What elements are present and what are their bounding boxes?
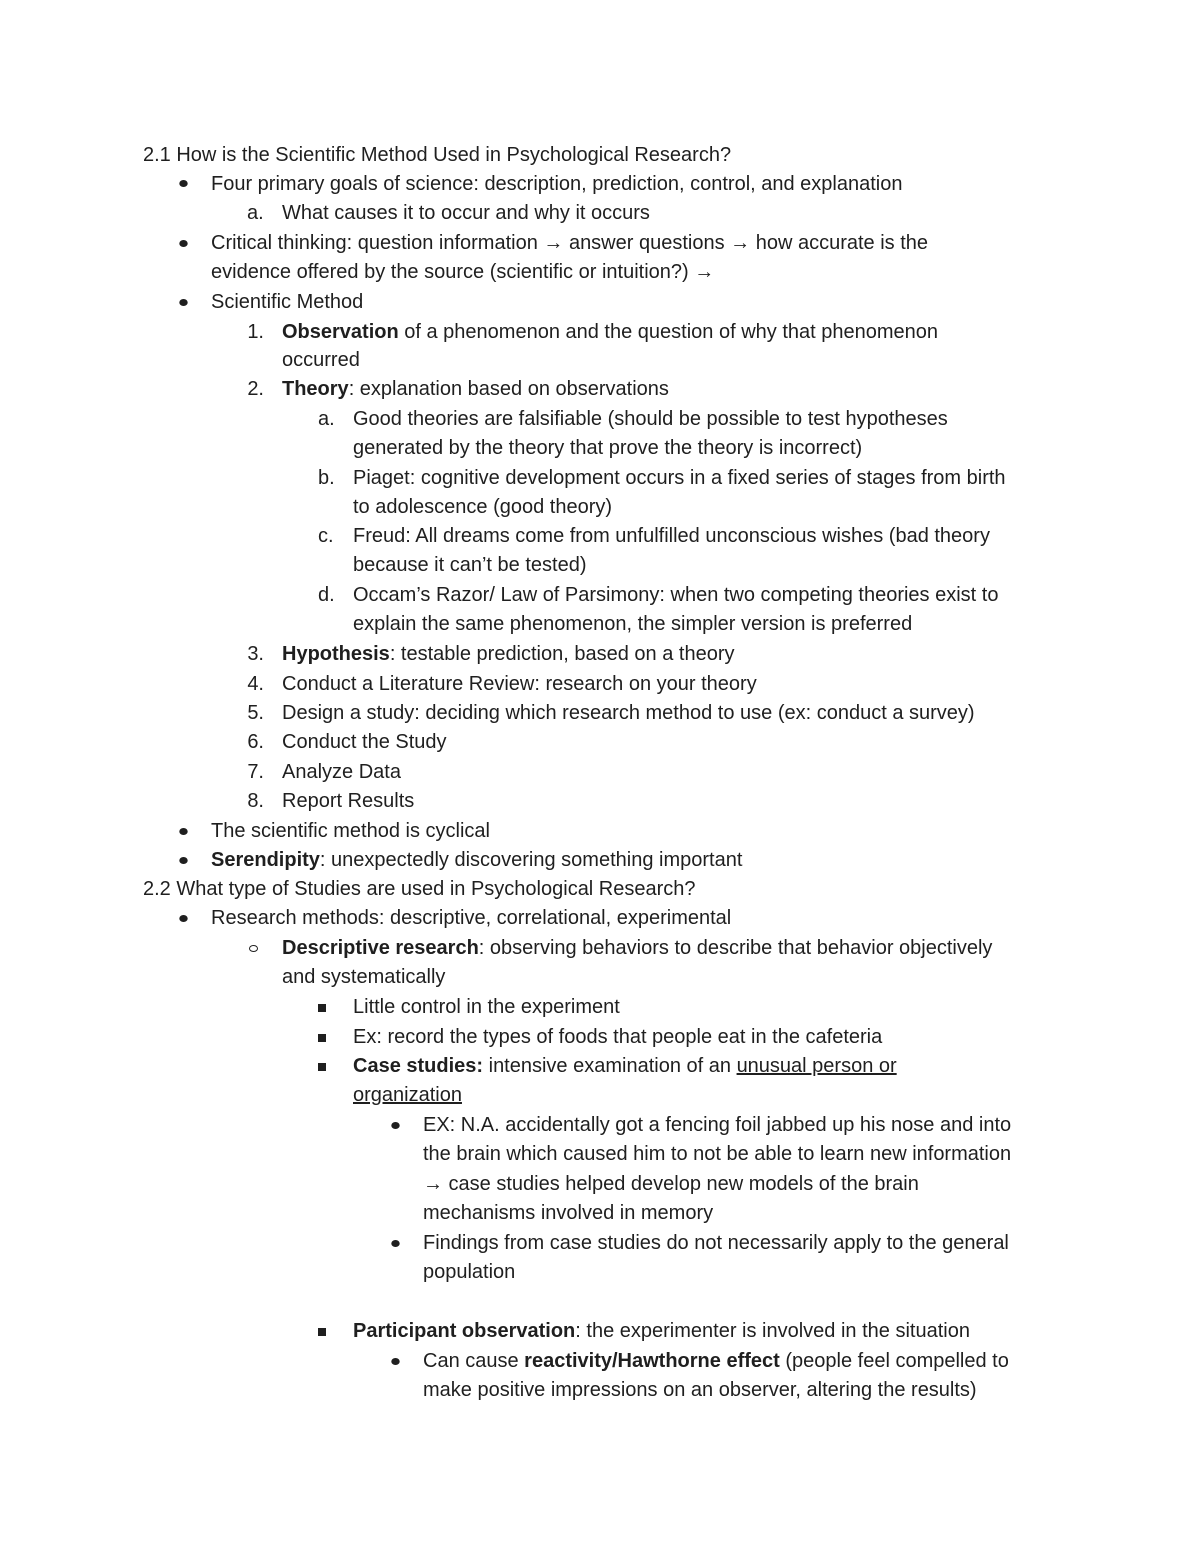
scientific-method-bullet: Scientific Method (211, 291, 364, 313)
theory-sub-d-line-1: Occam’s Razor/ Law of Parsimony: when two competing theories exist to (353, 584, 999, 606)
term-bold: Hypothesis (282, 643, 390, 665)
na-example-line-4: mechanisms involved in memory (423, 1202, 714, 1224)
underlined-text: organization (353, 1084, 462, 1106)
text-run: (people feel compelled to (779, 1350, 1009, 1372)
theory-sub-c-line-2: because it can’t be tested) (353, 554, 587, 576)
step-analyze-data: Analyze Data (282, 761, 401, 783)
step-theory (282, 375, 669, 404)
underlined-text: unusual person or (736, 1055, 897, 1077)
na-example-line-3: → case studies helped develop new models of the brain (423, 1173, 919, 1195)
participant-observation-item (353, 1317, 970, 1346)
bullet-icon (179, 180, 187, 187)
goals-bullet: Four primary goals of science: description, prediction, control, and explanation (211, 173, 903, 195)
list-marker: c. (318, 525, 334, 547)
findings-line-1: Findings from case studies do not necessarily apply to the general (423, 1232, 1009, 1254)
na-example-line-1: EX: N.A. accidentally got a fencing foil jabbed up his nose and into (423, 1114, 1012, 1136)
bullet-icon (179, 240, 187, 247)
critical-thinking-line-1: Critical thinking: question information → answer questions → how accurate is the (211, 232, 929, 254)
findings-line-2: population (423, 1261, 516, 1283)
square-bullet-icon (318, 1004, 326, 1012)
hollow-bullet-icon (249, 945, 258, 952)
list-marker: a. (247, 202, 264, 224)
serendipity-bullet (211, 846, 742, 875)
definition-text: : the experimenter is involved in the situation (575, 1320, 970, 1342)
list-marker: d. (318, 584, 335, 606)
bullet-icon (391, 1240, 399, 1247)
theory-sub-b-line-1: Piaget: cognitive development occurs in a fixed series of stages from birth (353, 467, 1006, 489)
term-bold: Descriptive research (282, 937, 479, 959)
step-report-results: Report Results (282, 790, 415, 812)
na-example-line-2: the brain which caused him to not be able to learn new information (423, 1143, 1012, 1165)
definition-text: : observing behaviors to describe that behavior objectively (478, 937, 993, 959)
bullet-icon (391, 1122, 399, 1129)
square-bullet-icon (318, 1034, 326, 1042)
step-text: of a phenomenon and the question of why that phenomenon (398, 321, 938, 343)
list-marker: b. (318, 467, 335, 489)
bullet-icon (179, 299, 187, 306)
term-bold: Case studies: (353, 1055, 484, 1077)
list-marker: 7. (247, 761, 264, 783)
research-methods-bullet: Research methods: descriptive, correlational, experimental (211, 907, 732, 929)
term-bold: Serendipity (211, 849, 320, 871)
bullet-icon (179, 915, 187, 922)
list-marker: 6. (247, 731, 264, 753)
case-studies-line-1 (353, 1052, 897, 1081)
step-hypothesis (282, 640, 734, 669)
critical-thinking-line-2: evidence offered by the source (scientific or intuition?) → (211, 261, 715, 283)
step-conduct-study: Conduct the Study (282, 731, 447, 753)
cyclical-bullet: The scientific method is cyclical (211, 820, 490, 842)
step-literature-review: Conduct a Literature Review: research on your theory (282, 673, 757, 695)
ex-foods-item: Ex: record the types of foods that people eat in the cafeteria (353, 1026, 883, 1048)
theory-sub-a-line-2: generated by the theory that prove the theory is incorrect) (353, 437, 863, 459)
square-bullet-icon (318, 1063, 326, 1071)
case-studies-line-2 (353, 1081, 462, 1110)
descriptive-research-line-2: and systematically (282, 966, 446, 988)
term-bold: reactivity/Hawthorne effect (524, 1350, 780, 1372)
bullet-icon (391, 1358, 399, 1365)
theory-sub-a-line-1: Good theories are falsifiable (should be possible to test hypotheses (353, 408, 948, 430)
descriptive-research-line-1 (282, 934, 992, 963)
list-marker: 8. (247, 790, 264, 812)
theory-sub-c-line-1: Freud: All dreams come from unfulfilled unconscious wishes (bad theory (353, 525, 990, 547)
step-design-study: Design a study: deciding which research method to use (ex: conduct a survey) (282, 702, 975, 724)
list-marker: 5. (247, 702, 264, 724)
term-bold: Observation (282, 321, 399, 343)
definition-text: intensive examination of an (483, 1055, 737, 1077)
theory-sub-b-line-2: to adolescence (good theory) (353, 496, 613, 518)
list-marker: 2. (247, 378, 264, 400)
little-control-item: Little control in the experiment (353, 996, 620, 1018)
step-text: : explanation based on observations (348, 378, 669, 400)
step-observation-cont: occurred (282, 349, 360, 371)
list-marker: 3. (247, 643, 264, 665)
reactivity-line-2: make positive impressions on an observer, altering the results) (423, 1379, 977, 1401)
definition-text: : unexpectedly discovering something important (319, 849, 743, 871)
theory-sub-d-line-2: explain the same phenomenon, the simpler version is preferred (353, 613, 913, 635)
list-marker: 1. (247, 321, 264, 343)
list-marker: a. (318, 408, 335, 430)
step-observation (282, 318, 938, 347)
bullet-icon (179, 828, 187, 835)
step-text: : testable prediction, based on a theory (389, 643, 735, 665)
section-heading-2-1: 2.1 How is the Scientific Method Used in Psychological Research? (143, 144, 732, 166)
square-bullet-icon (318, 1328, 326, 1336)
term-bold: Participant observation (353, 1320, 576, 1342)
goals-sub-a: What causes it to occur and why it occurs (282, 202, 650, 224)
reactivity-line-1 (423, 1347, 1009, 1376)
text-run: Can cause (423, 1350, 525, 1372)
term-bold: Theory (282, 378, 349, 400)
section-heading-2-2: 2.2 What type of Studies are used in Psychological Research? (143, 878, 696, 900)
bullet-icon (179, 857, 187, 864)
list-marker: 4. (247, 673, 264, 695)
